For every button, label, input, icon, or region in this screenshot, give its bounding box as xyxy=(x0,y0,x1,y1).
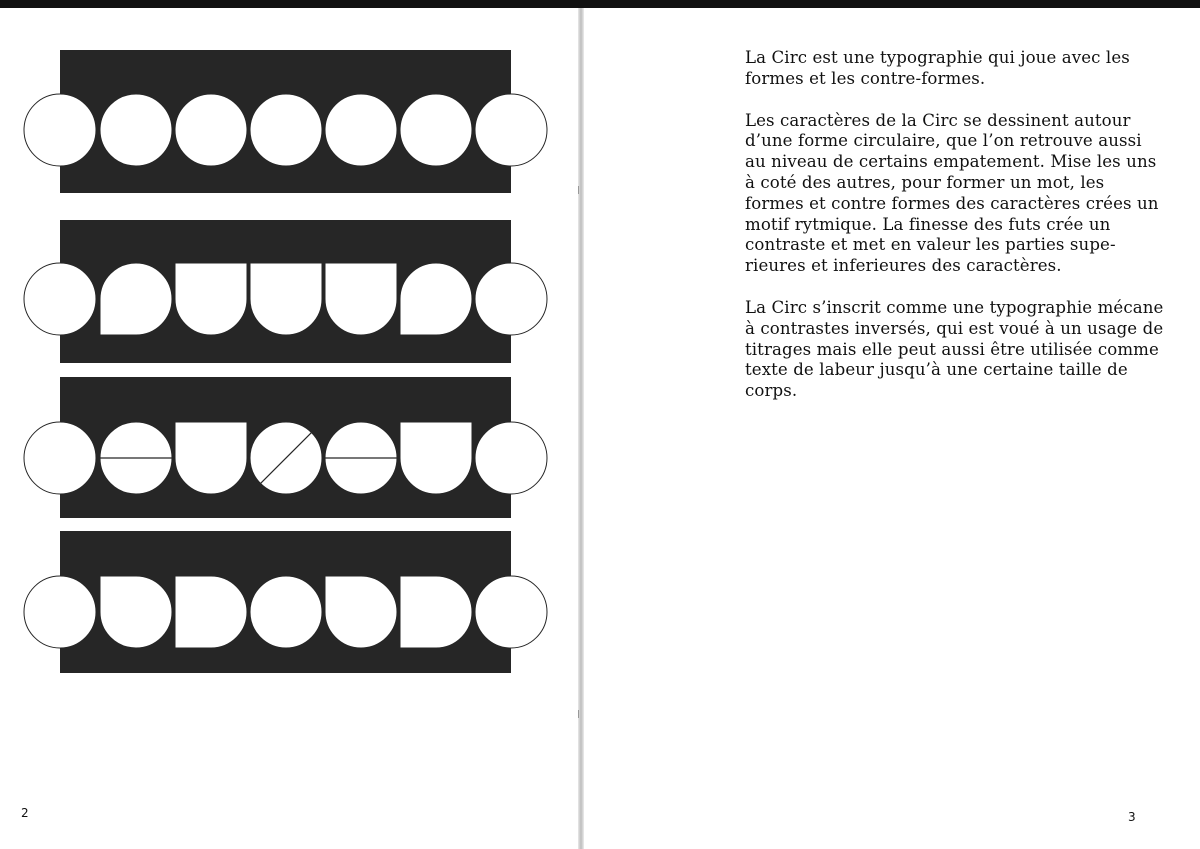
paragraph-usage: La Circ s’inscrit comme une typographie mécane à contrastes inversés, qui est voué à un usage de titrages mais elle peut aussi être utilisée comme texte de labeur jusqu’à une certaine taille de corps. xyxy=(745,297,1164,401)
glyph-drop-bl xyxy=(100,263,172,335)
plate-lines xyxy=(24,377,547,518)
glyph-drop-tl xyxy=(325,576,397,648)
glyph-drop-tl xyxy=(100,576,172,648)
glyph-d-shape xyxy=(175,576,247,648)
glyph-circle xyxy=(475,422,547,494)
glyph-circle xyxy=(325,94,397,166)
glyph-d-shape xyxy=(400,576,472,648)
glyph-cup xyxy=(175,263,247,335)
glyph-drop-bl xyxy=(400,263,472,335)
glyph-circle xyxy=(100,94,172,166)
glyph-circle xyxy=(250,576,322,648)
page-number-left: 2 xyxy=(21,806,29,820)
paragraph-intro: La Circ est une typographie qui joue avec les formes et les contre-formes. xyxy=(745,48,1130,88)
glyph-circle xyxy=(24,422,96,494)
glyph-circle xyxy=(24,576,96,648)
glyph-cup xyxy=(250,263,322,335)
glyph-circle xyxy=(400,94,472,166)
glyph-cup xyxy=(400,422,472,494)
glyph-circle xyxy=(250,94,322,166)
glyph-circle xyxy=(475,94,547,166)
plate-cups xyxy=(24,220,547,363)
glyph-circle xyxy=(475,263,547,335)
plate-round xyxy=(24,50,547,193)
glyph-circle xyxy=(24,263,96,335)
page-number-right: 3 xyxy=(1128,810,1136,824)
glyph-circle xyxy=(475,576,547,648)
paragraph-forms: Les caractères de la Circ se dessinent autour d’une forme circulaire, que l’on retrouve aussi au niveau de certains empatement. Mise les uns à coté des autres, pour former un mot, les formes et contre formes des caractères crées un motif rytmique. La finesse des futs crée un contraste et met en valeur les parties supe-rieures et inferieures des caractères. xyxy=(745,110,1159,276)
glyph-circle xyxy=(175,94,247,166)
plate-drops xyxy=(24,531,547,673)
glyph-cup xyxy=(325,263,397,335)
body-text xyxy=(745,48,1165,423)
glyph-circle xyxy=(24,94,96,166)
glyph-cup xyxy=(175,422,247,494)
